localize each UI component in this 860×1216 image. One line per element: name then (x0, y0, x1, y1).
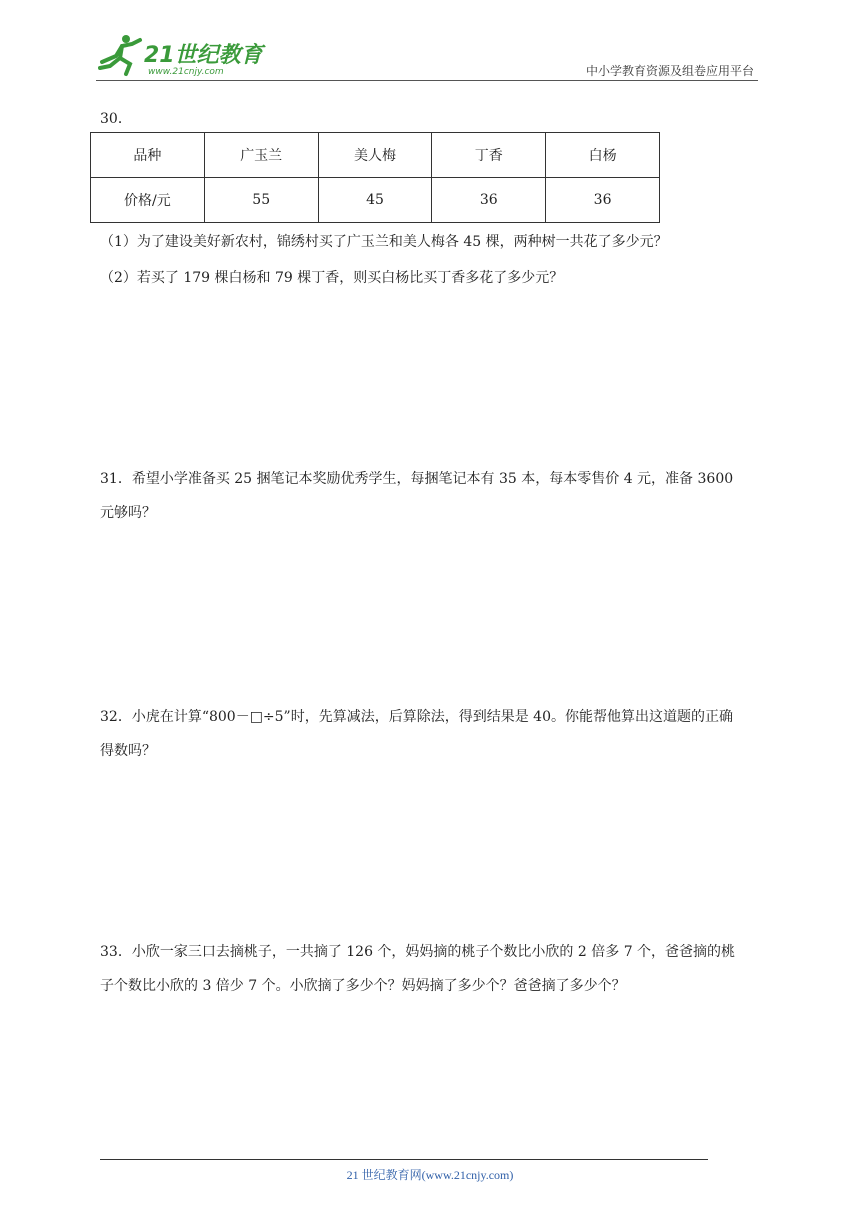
runner-icon (100, 35, 140, 74)
question-33-line-2: 子个数比小欣的 3 倍少 7 个。小欣摘了多少个？妈妈摘了多少个？爸爸摘了多少个？ (100, 978, 626, 994)
question-30-number: 30． (100, 111, 132, 127)
table-cell: 36 (546, 178, 660, 223)
logo-url: www.21cnjy.com (148, 67, 224, 77)
header-platform-text: 中小学教育资源及组卷应用平台 (585, 64, 754, 78)
table-cell: 价格/元 (91, 178, 205, 223)
price-table (90, 132, 660, 223)
logo-text: 21世纪教育 (144, 43, 263, 68)
table-cell: 美人梅 (318, 133, 432, 178)
question-33-line-1: 33．小欣一家三口去摘桃子，一共摘了 126 个，妈妈摘的桃子个数比小欣的 2 倍多 7 个，爸爸摘的桃 (100, 944, 736, 960)
header-divider (96, 80, 758, 81)
question-31-line-1: 31．希望小学准备买 25 捆笔记本奖励优秀学生，每捆笔记本有 35 本，每本零售价 4 元，准备 3600 (100, 471, 734, 487)
question-31-line-2: 元够吗？ (100, 505, 156, 521)
question-32-line-1: 32．小虎在计算“800－□÷5”时，先算减法，后算除法，得到结果是 40。你能帮他算出这道题的正确 (100, 709, 733, 725)
footer-link[interactable]: 21 世纪教育网(www.21cnjy.com) (346, 1168, 514, 1182)
question-30-part-2: （2）若买了 179 棵白杨和 79 棵丁香，则买白杨比买丁香多花了多少元？ (100, 270, 564, 286)
table-cell: 45 (318, 178, 432, 223)
table-row (91, 133, 660, 178)
site-logo (96, 32, 266, 80)
table-cell: 36 (432, 178, 546, 223)
table-cell: 白杨 (546, 133, 660, 178)
table-cell: 品种 (91, 133, 205, 178)
table-cell: 丁香 (432, 133, 546, 178)
question-32-line-2: 得数吗？ (100, 743, 156, 759)
question-30-part-1: （1）为了建设美好新农村，锦绣村买了广玉兰和美人梅各 45 棵，两种树一共花了多少元？ (100, 234, 668, 250)
table-row (91, 178, 660, 223)
table-cell: 55 (204, 178, 318, 223)
table-cell: 广玉兰 (204, 133, 318, 178)
footer-divider (100, 1159, 708, 1160)
